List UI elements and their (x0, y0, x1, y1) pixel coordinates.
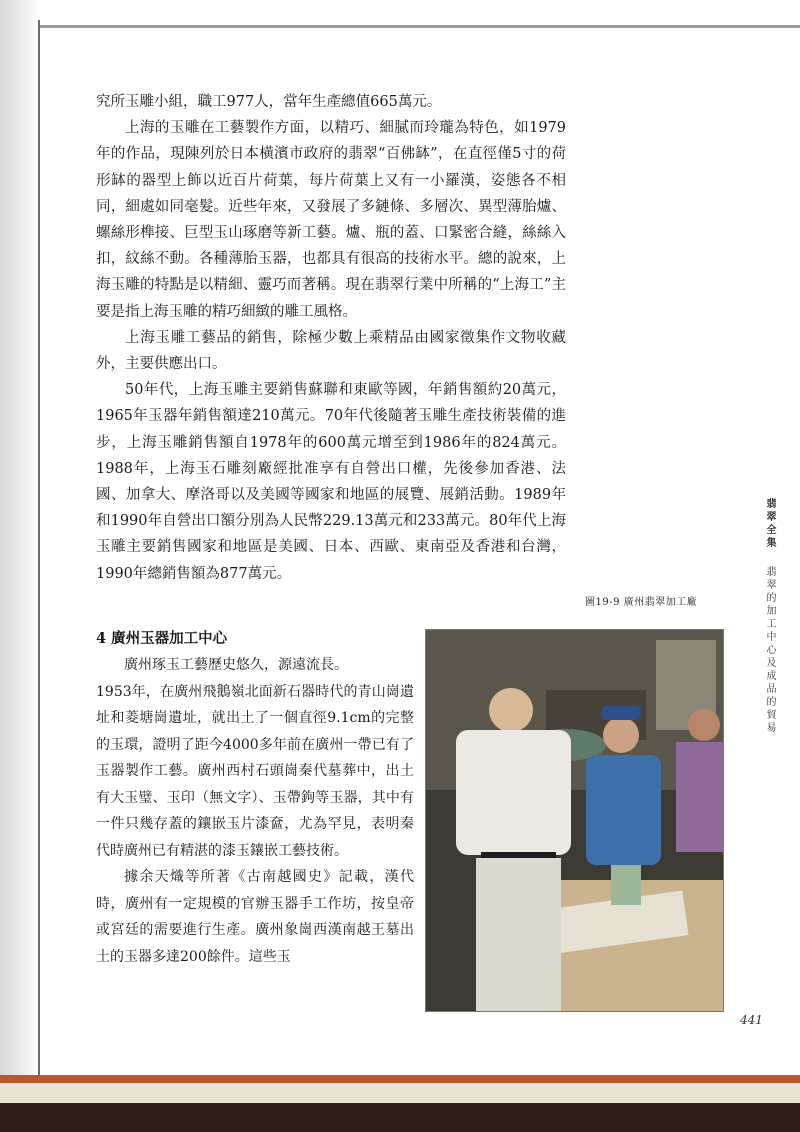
photo-woman-head (603, 717, 639, 753)
body-text-left (96, 652, 414, 970)
page-top-edge (40, 25, 800, 28)
paragraph-4: 50年代，上海玉雕主要銷售蘇聯和東歐等國，年銷售額約20萬元，1965年玉器年銷售額達210萬元。70年代後隨著玉雕生產技術裝備的進步，上海玉雕銷售額自1978年的600萬元增至到1986年的824萬元。1988年，上海玉石雕刻廠經批准享有自營出口權，先後參加香港、法國、加拿大、摩洛哥以及美國等國家和地區的展覽、展銷活動。1989年和1990年自營出口額分別為人民幣229.13萬元和233萬元。80年代上海玉雕主要銷售國家和地區是美國、日本、西歐、東南亞及香港和台灣，1990年總銷售額為877萬元。 (96, 382, 566, 582)
photo-woman-cap (601, 706, 641, 720)
photo-man-head (489, 688, 533, 732)
paragraph-3: 上海玉雕工藝品的銷售，除極少數上乘精品由國家徵集作文物收藏外，主要供應出口。 (96, 329, 566, 373)
workshop-photo (425, 629, 724, 1012)
photo-man-shirt (456, 730, 571, 855)
side-chapter-title: 翡翠的加工中心及成品的貿易 (764, 566, 775, 735)
side-book-title: 翡翠全集 (764, 498, 775, 550)
paragraph-2: 上海的玉雕在工藝製作方面，以精巧、細膩而玲瓏為特色，如1979年的作品，現陳列於日本橫濱市政府的翡翠“百佛缽”，在直徑僅5寸的荷形缽的器型上飾以近百片荷葉，每片荷葉上又有一小羅漢，姿態各不相同，細處如同毫髮。近些年來，又發展了多鏈條、多層次、異型薄胎爐、螺絲形榫接、巨型玉山琢磨等新工藝。爐、瓶的蓋、口緊密合縫，絲絲入扣，紋絲不動。各種薄胎玉器，也都具有很高的技術水平。總的說來，上海玉雕的特點是以精細、靈巧而著稱。現在翡翠行業中所稱的“上海工”主要是指上海玉雕的精巧細緻的雕工風格。 (96, 120, 566, 320)
photo-man-trousers (476, 858, 561, 1011)
page-spine-edge (38, 20, 40, 1080)
paragraph-6: 1953年，在廣州飛鵝嶺北面新石器時代的青山崗遺址和菱塘崗遺址，就出土了一個直徑9.1cm的完整的玉環，證明了距今4000多年前在廣州一帶已有了玉器製作工藝。廣州西村石頭崗秦代墓葬中，出土有大玉璧、玉印（無文字）、玉帶鉤等玉器，其中有一件只幾存蓋的鑲嵌玉片漆奩，尤為罕見，表明秦代時廣州已有精湛的漆玉鑲嵌工藝技術。 (96, 683, 414, 859)
paragraph-1: 究所玉雕小組，職工977人，當年生產總值665萬元。 (96, 94, 442, 110)
book-cover-edge (0, 1075, 800, 1083)
photo-woman-apron (586, 755, 661, 865)
photo-worker-shirt (676, 742, 723, 852)
page-number: 441 (740, 1013, 763, 1027)
photo-worker-head (688, 709, 720, 741)
section-heading: 4 廣州玉器加工中心 (96, 630, 228, 647)
scan-left-margin (0, 0, 40, 1075)
paragraph-5: 廣州琢玉工藝歷史悠久，源遠流長。 (124, 657, 348, 673)
page-stack-edge (0, 1083, 800, 1103)
figure-caption: 圖19-9 廣州翡翠加工廠 (585, 597, 698, 608)
body-text-top (96, 89, 566, 587)
paragraph-7: 據余天熾等所著《古南越國史》記載，漢代時，廣州有一定規模的官辦玉器手工作坊，按皇帝或宮廷的需要進行生產。廣州象崗西漢南越王墓出土的玉器多達200餘件。這些玉 (96, 869, 414, 965)
